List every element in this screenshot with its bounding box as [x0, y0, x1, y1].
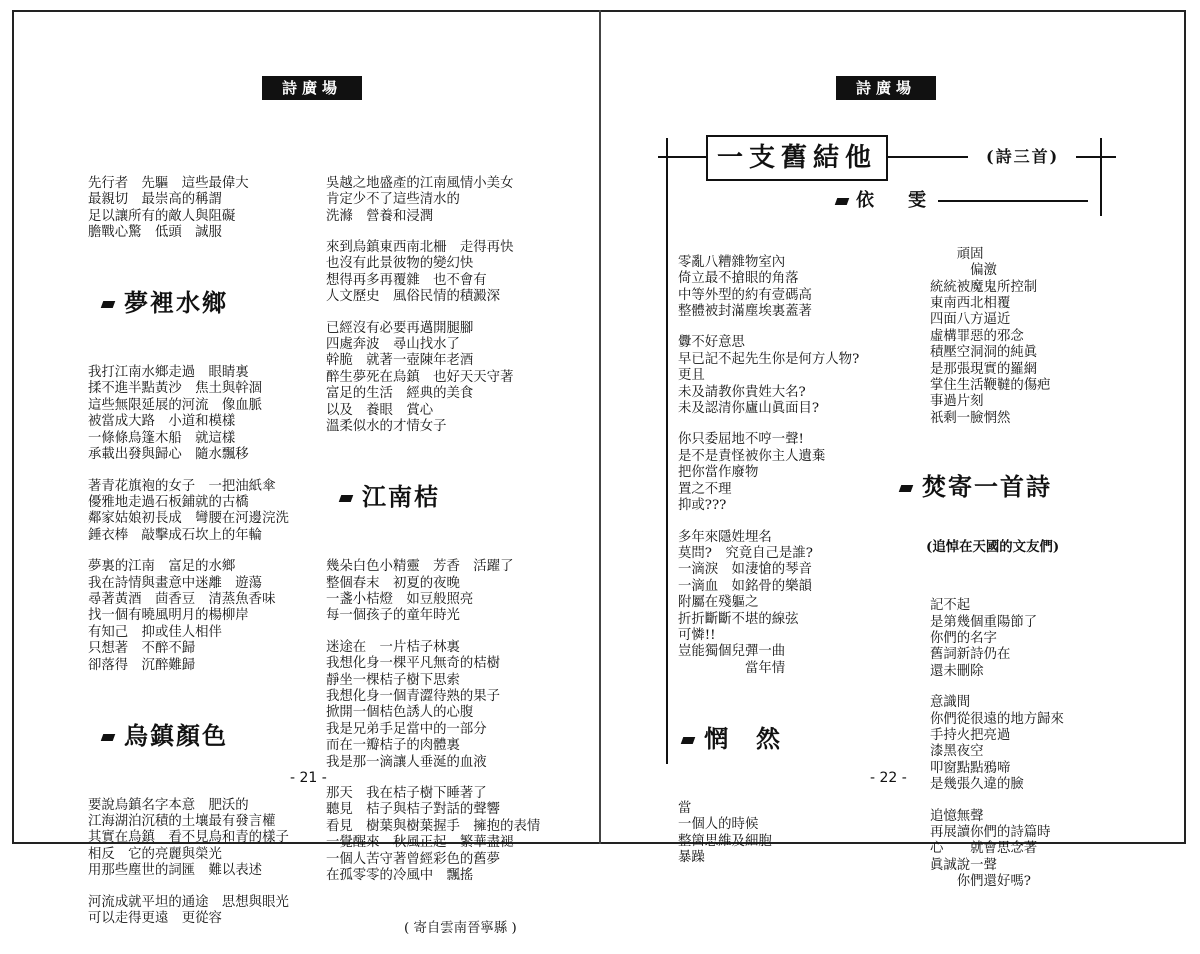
- poem-line: 附屬在殘軀之: [678, 595, 759, 611]
- poem-line: 一條條烏篷木船 就這樣: [88, 430, 236, 446]
- stanza: [930, 695, 1130, 793]
- poem-line: 抑或???: [678, 498, 727, 514]
- stanza: [678, 801, 908, 867]
- rule-author-horizontal: [938, 200, 1088, 202]
- stanza: [326, 559, 556, 625]
- poem-line: 把你當作廢物: [678, 465, 759, 481]
- stanza: [326, 240, 556, 306]
- stanza: [326, 321, 556, 436]
- poem-line: 一個人苦守著曾經彩色的舊夢: [326, 851, 501, 867]
- poem-line: 當年情: [678, 660, 786, 676]
- poem-line: 釁不好意思: [678, 335, 745, 351]
- bullet-mark: [835, 198, 850, 205]
- stanza: [326, 176, 556, 225]
- poem-line: 錘衣棒 敲擊成石坎上的年輪: [88, 527, 263, 543]
- poem-line: 尋著黃酒 茴香豆 清蒸魚香味: [88, 591, 276, 607]
- stanza: [678, 432, 908, 514]
- poem-line: 也沒有此景彼物的變幻快: [326, 256, 474, 272]
- poem-line: 四處奔波 尋山找水了: [326, 337, 460, 353]
- stanza-gap: [88, 880, 318, 895]
- poem-line: 卻落得 沉醉難歸: [88, 657, 196, 673]
- poem-line: 優雅地走過石板鋪就的古橋: [88, 494, 249, 510]
- poem-line: 我是那一滴讓人垂涎的血液: [326, 754, 487, 770]
- poem-count-note: (詩三首): [986, 147, 1060, 166]
- poem-line: 一盞小桔燈 如豆般照亮: [326, 591, 474, 607]
- poem-line: 溫柔似水的才情女子: [326, 419, 447, 435]
- stanza-gap: [678, 515, 908, 530]
- poem-line: 叩窗點點鴉啼: [930, 760, 1011, 776]
- poem-line: 莫問? 究竟自己是誰?: [678, 545, 813, 561]
- poem-line: 再展讀你們的詩篇時: [930, 825, 1051, 840]
- poem-line: 整箇思維及細胞: [678, 833, 772, 849]
- section-title-wuzhenyanse: [102, 721, 318, 751]
- section-title-wangran: [682, 724, 908, 754]
- poem-line: 洗滌 營養和浸潤: [326, 208, 434, 224]
- bullet-mark: [101, 301, 116, 308]
- poem-line: 當: [678, 800, 692, 816]
- section-title-text: 焚寄一首詩: [922, 472, 1052, 502]
- poem-line: 是不是責怪被你主人遺棄: [678, 448, 826, 464]
- rule-left-vertical: [666, 138, 668, 764]
- stanza-gap: [326, 306, 556, 321]
- section-title-text: 惘 然: [704, 723, 782, 753]
- poem-line: 來到烏鎮東西南北柵 走得再快: [326, 240, 514, 256]
- poem-line: 你們從很遠的地方歸來: [930, 711, 1064, 727]
- stanza: [88, 798, 318, 880]
- poem-line: 早已記不起先生你是何方人物?: [678, 351, 860, 367]
- poem-line: 相反 它的亮麗與榮光: [88, 846, 222, 862]
- right-col-2: [922, 214, 1130, 907]
- poem-line: 折折斷斷不堪的線弦: [678, 611, 799, 627]
- stanza: [930, 247, 1130, 427]
- section1-stanzas: [88, 365, 318, 674]
- poem-line: 足以讓所有的敵人與阻礙: [88, 208, 236, 224]
- poem-line: 舊詞新詩仍在: [930, 647, 1011, 663]
- poem-line: 吳越之地盛產的江南風情小美女: [326, 175, 514, 191]
- author-name: 依 雯: [856, 190, 934, 211]
- poem-line: 一滴淚 如淒愴的琴音: [678, 562, 812, 578]
- poem-line: 意識間: [930, 695, 971, 711]
- col2-stanzas-b: [326, 559, 556, 884]
- stanza: [678, 335, 908, 417]
- poem-line: 偏激: [930, 263, 997, 279]
- bullet-mark: [899, 485, 914, 492]
- bullet-mark: [681, 737, 696, 744]
- stanza-gap: [930, 794, 1130, 809]
- poem-line: 鄰家姑娘初長成 彎腰在河邊浣洗: [88, 511, 289, 527]
- stanza-gap: [930, 680, 1130, 695]
- poem-line: 我是兄弟手足當中的一部分: [326, 721, 487, 737]
- poem-line: 四面八方逼近: [930, 312, 1011, 328]
- stanza: [88, 895, 318, 928]
- poem-line: 只想著 不醉不歸: [88, 641, 196, 657]
- section-title-text: 夢裡水鄉: [124, 288, 228, 318]
- poem-line: 還未刪除: [930, 663, 984, 679]
- section-title-menglishuixiang: [102, 288, 318, 318]
- poem-line: 迷途在 一片桔子林裏: [326, 639, 460, 655]
- poem-line: 是第幾個重陽節了: [930, 614, 1038, 630]
- poem-line: 承載出發與歸心 隨水飄移: [88, 447, 249, 463]
- rule-left-horizontal: [658, 156, 706, 158]
- poem-line: 頑固: [930, 246, 984, 262]
- poem-line: 統統被魔鬼所控制: [930, 279, 1038, 295]
- poem-line: 揉不進半點黃沙 焦土與幹涸: [88, 381, 263, 397]
- poem-line: 每一個孩子的童年時光: [326, 608, 460, 624]
- bullet-mark: [339, 495, 354, 502]
- poem-line: 你只委屈地不哼一聲!: [678, 432, 804, 448]
- left-header: 詩廣場: [262, 76, 362, 100]
- poem-line: 豈能獨個兒彈一曲: [678, 644, 786, 660]
- poem-line: 膽戰心驚 低頭 誠服: [88, 225, 222, 241]
- poem-line: 醉生夢死在烏鎮 也好天天守著: [326, 369, 514, 385]
- poem-line: 更且: [678, 368, 705, 384]
- poem-line: 虛構罪惡的邪念: [930, 328, 1024, 344]
- section-title-fenji: [900, 472, 1130, 502]
- poem-line: 聽見 桔子與桔子對話的聲響: [326, 802, 501, 818]
- poem-line: 河流成就平坦的通途 思想與眼光: [88, 894, 289, 910]
- poem-line: 手持火把亮過: [930, 727, 1011, 743]
- bullet-mark: [101, 734, 116, 741]
- page-number-right: - 22 -: [870, 770, 907, 786]
- poem-line: 一覺醒來 秋風正起 繁華盡褪: [326, 835, 514, 851]
- stanza-gap: [326, 771, 556, 786]
- poem-line: 在孤零零的冷風中 飄搖: [326, 868, 474, 884]
- stanza: [88, 479, 318, 545]
- poem-line: 我打江南水鄉走過 眼睛裏: [88, 365, 249, 381]
- poem-line: 想得再多再覆雜 也不會有: [326, 272, 487, 288]
- left-col-2: [326, 143, 556, 954]
- stanza: [88, 559, 318, 674]
- poem-line: 多年來隱姓埋名: [678, 529, 772, 545]
- poem-line: 幾朵白色小精靈 芳香 活躍了: [326, 559, 514, 575]
- book-spine: [599, 10, 601, 844]
- right-header: 詩廣場: [836, 76, 936, 100]
- poem-line: 那天 我在桔子樹下睡著了: [326, 786, 487, 801]
- poem-line: 可以走得更遠 更從容: [88, 911, 222, 927]
- poem-line: 已經沒有必要再邁開腿腳: [326, 320, 474, 336]
- stanza-gap: [326, 225, 556, 240]
- section2-stanzas: [88, 798, 318, 928]
- poem-line: 我在詩情與畫意中迷離 遊蕩: [88, 575, 263, 591]
- poem-line: 肯定少不了這些清水的: [326, 192, 460, 208]
- poem-line: 這些無限延展的河流 像血脈: [88, 397, 263, 413]
- poem-line: 是幾張久違的臉: [930, 777, 1024, 793]
- poem-line: 人文歷史 風俗民情的積澱深: [326, 289, 501, 305]
- stanza-gap: [88, 544, 318, 559]
- section-title-text: 江南桔: [362, 482, 440, 512]
- poem-line: 找一個有曉風明月的楊柳岸: [88, 608, 249, 624]
- stanza: [326, 640, 556, 771]
- col2-stanzas-a: [326, 176, 556, 436]
- stanza: [326, 786, 556, 884]
- poem-line: 有知己 抑或佳人相伴: [88, 624, 222, 640]
- poem-line: 而在一瓣桔子的肉體裏: [326, 738, 460, 754]
- stanza: [88, 365, 318, 463]
- section-subtitle: (追悼在天國的文友們): [926, 538, 1060, 555]
- poem-line: 幹脆 就著一壺陳年老酒: [326, 353, 474, 369]
- poem-line: 零亂八糟雜物室內: [678, 254, 786, 270]
- rule-right-vertical: [1100, 138, 1102, 216]
- stanza: [678, 255, 908, 321]
- poem-line: 漆黑夜空: [930, 744, 984, 760]
- poem-line: 你們還好嗎?: [930, 874, 1031, 890]
- poem-line: 其實在烏鎮 看不見烏和青的樣子: [88, 830, 289, 846]
- poem-line: 眞誠說一聲: [930, 857, 997, 873]
- poem-line: 要說烏鎮名字本意 肥沃的: [88, 797, 249, 813]
- poem-line: 先行者 先驅 這些最偉大: [88, 175, 249, 191]
- poem-line: 記不起: [930, 598, 971, 614]
- stanza-gap: [678, 320, 908, 335]
- poem-title: 一支舊結他: [706, 135, 888, 181]
- author-line: [836, 186, 934, 212]
- intro-stanza: [88, 176, 318, 242]
- section-title-jiangnanju: [340, 482, 556, 512]
- section-title-text: 烏鎮顏色: [124, 720, 228, 750]
- rule-right-horizontal: [1076, 156, 1116, 158]
- poem-line: 東南西北相覆: [930, 296, 1011, 312]
- stanza-gap: [88, 464, 318, 479]
- poem-line: 可憐!!: [678, 627, 716, 643]
- poem-line: 你們的名字: [930, 630, 997, 646]
- stanza-gap: [326, 625, 556, 640]
- poem-line: 追憶無聲: [930, 808, 984, 824]
- poem-line: 置之不理: [678, 481, 732, 497]
- poem-line: 最親切 最崇高的稱謂: [88, 192, 222, 208]
- right-col1-stanzas-b: [678, 801, 908, 867]
- poem-line: 整個春末 初夏的夜晚: [326, 575, 460, 591]
- poem-line: 倚立最不搶眼的角落: [678, 271, 799, 287]
- stanza: [678, 530, 908, 678]
- poem-line: 江海湖泊沉積的土壤最有發言權: [88, 814, 276, 829]
- right-col2-stanzas-b: [930, 598, 1130, 891]
- poem-line: 未及請教你貴姓大名?: [678, 384, 806, 400]
- poem-line: 被當成大路 小道和模樣: [88, 414, 236, 430]
- poem-line: 掌住生活鞭韃的傷疤: [930, 378, 1051, 394]
- poem-line: 祇剩一臉惘然: [930, 410, 1011, 426]
- poem-line: 積壓空洞洞的純眞: [930, 345, 1038, 361]
- right-col1-stanzas-a: [678, 255, 908, 677]
- poem-line: 一個人的時候: [678, 817, 759, 833]
- right-col2-stanzas-a: [930, 247, 1130, 427]
- stanza: [930, 598, 1130, 680]
- stanza: [930, 809, 1130, 891]
- poem-line: 整體被封滿塵埃裏蓋著: [678, 304, 812, 320]
- poem-line: 暴躁: [678, 850, 705, 865]
- poem-line: 看見 樹葉與樹葉握手 擁抱的表情: [326, 818, 541, 834]
- poem-line: 是那張現實的羅網: [930, 361, 1038, 377]
- poem-line: 掀開一個桔色誘人的心腹: [326, 705, 474, 721]
- poem-line: 我想化身一棵平凡無奇的桔樹: [326, 656, 501, 672]
- rule-mid-horizontal: [884, 156, 968, 158]
- poem-line: 事過片刻: [930, 394, 984, 410]
- poem-line: 靜坐一棵桔子樹下思索: [326, 672, 460, 688]
- stanza-gap: [678, 417, 908, 432]
- poem-line: 富足的生活 經典的美食: [326, 386, 474, 402]
- poem-line: 中等外型的約有壹碼高: [678, 287, 812, 303]
- poem-line: 心 就會思念著: [930, 841, 1038, 857]
- poem-line: 未及認清你廬山眞面目?: [678, 401, 820, 417]
- poem-line: 夢裏的江南 富足的水鄉: [88, 559, 236, 575]
- poem-line: 用那些塵世的詞匯 難以表述: [88, 863, 263, 879]
- page-number-left: - 21 -: [290, 770, 327, 786]
- source-note: ( 寄自雲南晉寧縣 ): [404, 921, 517, 937]
- poem-line: 著青花旗袍的女子 一把油紙傘: [88, 478, 276, 494]
- poem-line: 以及 養眼 賞心: [326, 402, 434, 418]
- poem-line: 一滴血 如銘骨的樂韻: [678, 578, 812, 594]
- poem-line: 我想化身一個青澀待熟的果子: [326, 688, 501, 704]
- left-col-1: [88, 143, 318, 944]
